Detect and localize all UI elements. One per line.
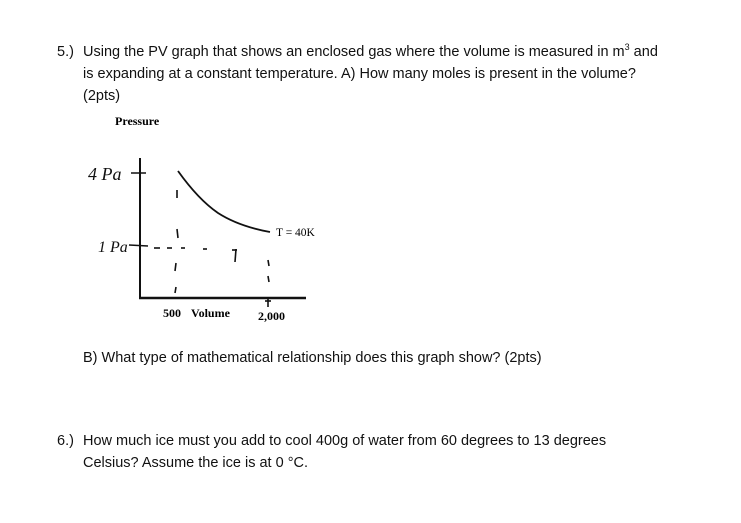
isotherm-curve <box>178 171 270 232</box>
dashed-guide-vertical-500 <box>175 190 178 293</box>
y-tick-high-label: 4 Pa <box>88 164 122 184</box>
temperature-label: T = 40K <box>276 227 315 239</box>
question-5-line-1: Using the PV graph that shows an enclosed gas where the volume is measured in $m^3$ and <box>83 42 658 60</box>
question-6 <box>57 430 697 474</box>
y-axis-title: Pressure <box>115 114 160 128</box>
y-tick-low-label: 1 Pa <box>98 239 128 256</box>
question-5-number: 5.) <box>57 44 74 60</box>
question-6-number: 6.) <box>57 433 74 449</box>
dashed-guide-horizontal <box>154 248 237 250</box>
x-tick-high-label: 2,000 <box>258 309 285 323</box>
y-tick-low-mark <box>129 245 148 246</box>
question-5-line-2: is expanding at a constant temperature. A) How many moles is present in the volume? <box>83 66 636 82</box>
question-5-part-b: B) What type of mathematical relationship does this graph show? (2pts) <box>83 350 542 366</box>
question-6-text <box>83 430 697 474</box>
question-6-line-2: Celsius? Assume the ice is at 0 °C. <box>83 455 309 471</box>
cubic-superscript: 3 <box>624 42 630 52</box>
question-5-line-3: (2pts) <box>83 88 121 104</box>
question-6-line-1: How much ice must you add to cool 400g of water from 60 degrees to 13 degrees <box>83 433 607 449</box>
x-axis-title: Volume <box>191 306 230 320</box>
x-tick-low-label: 500 <box>163 306 181 320</box>
